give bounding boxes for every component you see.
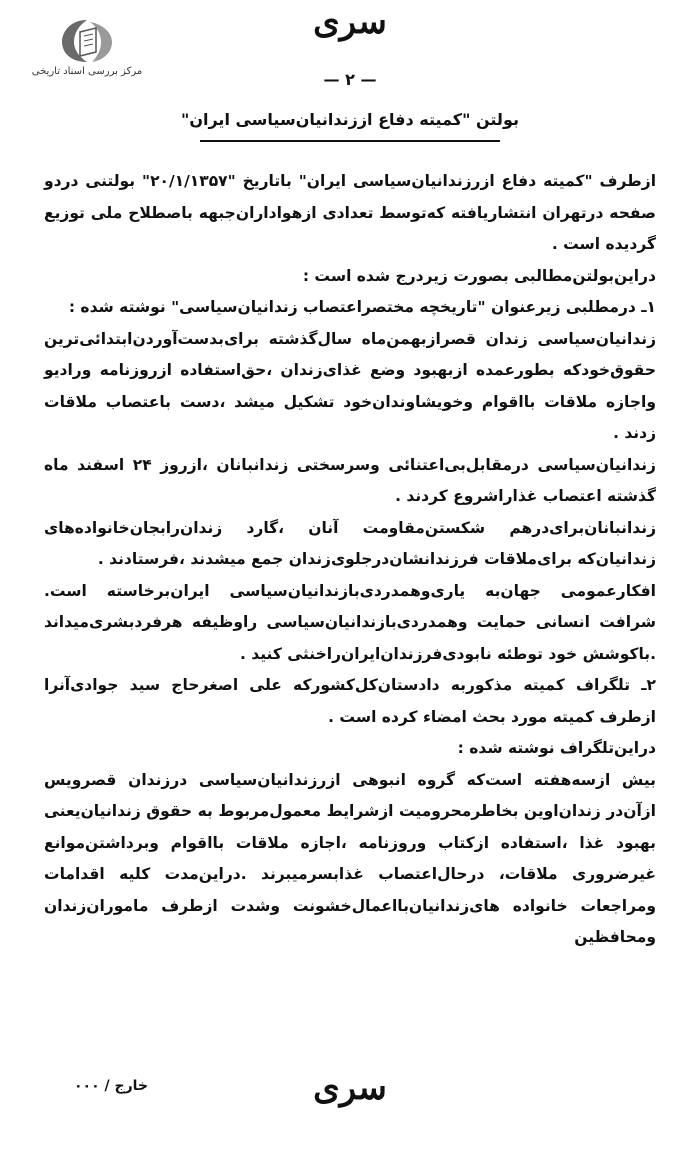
page-number: — ۲ — [323,70,377,89]
paragraph-strike-background: زندانیان‌سیاسی زندان قصرازبهمن‌ماه سال‌گذشته برای‌بدست‌آوردن‌ابتدائی‌ترین حقوق‌خودکه بطورعمده ازبهبود وضع غذای‌زندان ،حق‌استفاده ازروزنامه ورادیو واجازه ملاقات بااقوام وخویشاوندان‌خود تشکیل میشد ،دست باعتصاب ملاقات زدند . [44,329,656,442]
classification-top: سری [313,2,387,42]
classification-bottom: سری [313,1068,387,1108]
archive-logo-text: مرکز بررسی اسناد تاریخی [31,66,143,77]
paragraph-telegram-intro: دراین‌تلگراف نوشته شده : [457,739,656,757]
bulletin-heading: بولتن "کمیته دفاع اززندانیان‌سیاسی ایران" [181,110,519,129]
paragraph-intro: ازطرف "کمیته دفاع ازرزندانیان‌سیاسی ایران" باتاریخ "۲۰/۱/۱۳۵۷" بولتنی دردو صفحه درتهران انتشاریافته که‌توسط تعدادی ازهواداران‌جبهه باصطلاح ملی توزیع گردیده است . [44,172,657,253]
paragraph-public-opinion: افکارعمومی جهان‌به یاری‌وهمدردی‌بازندانیان‌سیاسی ایران‌برخاسته است. شرافت انسانی حمایت وهمدردی‌بازندانیان‌سیاسی راوظیفه هرفردبشری‌میداند .باکوشش خود توطئه نابودی‌فرزندان‌ایران‌راخنثی کنید . [44,581,656,663]
paragraph-contents-note: دراین‌بولتن‌مطالبی بصورت زیردرج شده است : [302,266,656,285]
paragraph-item-2-telegram: ۲ـ تلگراف کمیته مذکوربه دادستان‌کل‌کشورکه علی اصغرحاج سید جوادی‌آنرا ازطرف کمیته مورد بحث امضاء کرده است . [44,676,656,726]
paragraph-hunger-strike: زندانیان‌سیاسی درمقابل‌بی‌اعتنائی وسرسختی زندانبانان ،ازروز ۲۴ اسفند ماه گذشته اعتصاب غذاراشروع کردند . [44,455,656,505]
paragraph-guards-sent: زندانبانان‌برای‌درهم شکستن‌مقاومت آنان ،گارد زندان‌رابجان‌خانواده‌های زندانیان‌که برای‌ملاقات فرزندانشان‌درجلوی‌زندان جمع میشدند ،فرستادند . [44,518,656,568]
heading-underline [200,140,500,142]
footer-reference: خارج / ۰۰۰ [74,1078,148,1094]
document-body [44,166,656,954]
paragraph-item-1-title: ۱ـ درمطلبی زیرعنوان "تاریخچه مختصراعتصاب زندانیان‌سیاسی" نوشته شده : [68,298,656,316]
paragraph-telegram-text: بیش ازسه‌هفته است‌که گروه انبوهی ازرزندانیان‌سیاسی درزندان قصرویس ازآن‌در زندان‌اوین بخاطرمحرومیت ازشرایط معمول‌مربوط به حقوق زندانیان‌یعنی بهبود غذا ،استفاده ازکتاب وروزنامه ،اجازه ملاقات بااقوام وبرداشتن‌موانع غیرضروری ملاقات، درحال‌اعتصاب غذابسرمیبرند .دراین‌مدت کلیه اقدامات ومراجعات خانواده های‌زندانیان‌بااعمال‌خشونت وشدت ازطرف ماموران‌زندان ومحافظین [44,770,656,946]
